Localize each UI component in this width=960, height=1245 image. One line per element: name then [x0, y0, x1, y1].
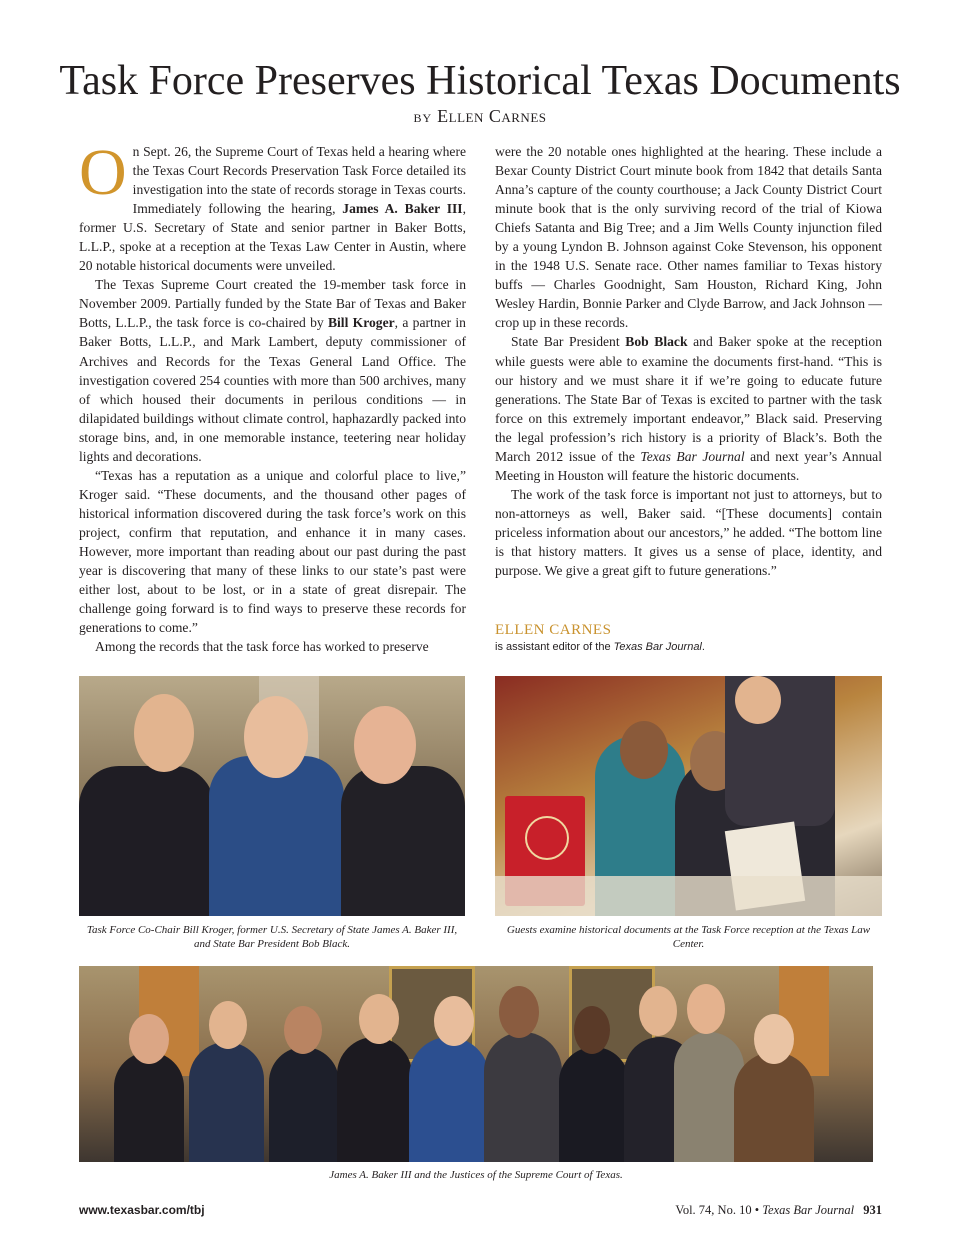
footer-issue-info: [675, 1203, 882, 1218]
text-run: is assistant editor of the: [495, 641, 614, 653]
photo-caption: Guests examine historical documents at the Task Force reception at the Texas Law Center.: [506, 924, 871, 950]
text-run: and Baker spoke at the reception while guests were able to examine the documents first-hand. “This is our history and we must share it if we’re going to educate future generations. The State Bar of Texas is excited to partner with the task force on this extremely important endeavor,” Black said. Preserving the legal profession’s rich history is a priority of Black’s. Both the March 2012 issue of the: [495, 334, 882, 464]
journal-title: Texas Bar Journal: [613, 641, 702, 653]
paragraph: [79, 136, 466, 275]
left-column: [79, 136, 466, 656]
author-bio: [495, 622, 882, 653]
right-column: [495, 142, 882, 580]
author-description: [495, 641, 882, 653]
paragraph: “Texas has a reputation as a unique and colorful place to live,” Kroger said. “These documents, and the thousand other pages of historical information discovered during the task force’s work on this project, confirm that reputation, and enhance it in many cases. However, more important than reading about our past during the past year is discovering that many of these links to our state’s past were either lost, about to be lost, or in a state of great disrepair. The challenge going forward is to find ways to preserve these records for generations to come.”: [79, 467, 466, 636]
photo-guests-examining-documents: [495, 676, 882, 916]
author-name: ELLEN CARNES: [495, 622, 612, 638]
text-run: The Texas Supreme Court created the 19-member task force in November 2009. Partially funded by the State Bar of Texas and Baker Botts, L.L.P., the task force is co-chaired by: [79, 277, 466, 331]
page-number: 931: [863, 1203, 882, 1217]
paragraph: Among the records that the task force has worked to preserve: [95, 639, 429, 655]
footer-journal: Texas Bar Journal: [762, 1203, 855, 1217]
photo-kroger-baker-black: [79, 676, 465, 916]
journal-title: Texas Bar Journal: [640, 448, 745, 464]
text-run: , a partner in Baker Botts, L.L.P., and Mark Lambert, deputy commissioner of Archives and Records for the Texas General Land Office. The investigation covered 254 counties with more than 500 archives, many of which housed their documents in perilous conditions — in dilapidated buildings without climate control, haphazardly packed into storage bins, and, in one memorable instance, teetering near holiday lights and decorations.: [79, 315, 466, 464]
text-run: State Bar President: [511, 334, 626, 350]
text-run: and next year’s Annual Meeting in Houston will feature the historic documents.: [495, 448, 882, 483]
byline-prefix: BY: [413, 111, 433, 125]
text-run: .: [701, 641, 705, 653]
bold-name: Bill Kroger: [327, 315, 395, 331]
paragraph: were the 20 notable ones highlighted at the hearing. These include a Bexar County District Court minute book from 1842 that details Santa Anna’s capture of the county courthouse; a Jack County District Court minute book that is the only surviving record of the trial of Kiowa Chiefs Satanta and Big Tree; and a Jim Wells County injunction filed by a young Lyndon B. Johnson against Coke Stevenson, his opponent in the 1948 U.S. Senate race. Other names familiar to Texas history buffs — Charles Goodnight, Sam Houston, Richard King, John Wesley Hardin, Bonnie Parker and Clyde Barrow, and Jack Johnson — crop up in these records.: [495, 144, 882, 331]
paragraph: [79, 275, 466, 465]
footer-url: www.texasbar.com/tbj: [79, 1203, 205, 1217]
bold-name: Bob Black: [625, 334, 688, 350]
photo-caption: James A. Baker III and the Justices of the Supreme Court of Texas.: [329, 1169, 623, 1181]
paragraph: [495, 332, 882, 484]
photo-caption: Task Force Co-Chair Bill Kroger, former U.S. Secretary of State James A. Baker III, and State Bar President Bob Black.: [86, 924, 458, 950]
byline-author: Ellen Carnes: [437, 106, 547, 126]
byline: [0, 106, 960, 127]
footer-volume: Vol. 74, No. 10: [675, 1203, 752, 1217]
text-run: n Sept. 26, the Supreme Court of Texas held a hearing where the Texas Court Records Preservation Task Force detailed its investigation into the state of records storage in Texas courts. Immediately following the hearing,: [132, 144, 466, 217]
paragraph: The work of the task force is important not just to attorneys, but to non-attorneys as well, Baker said. “[These documents] contain priceless information about our ancestors,” he added. “The bottom line is that history matters. It gives us a sense of place, identity, and purpose. We give a great gift to future generations.”: [495, 486, 882, 579]
article-title: Task Force Preserves Historical Texas Documents: [59, 58, 901, 104]
bold-name: James A. Baker III: [342, 201, 463, 217]
drop-cap: O: [79, 136, 127, 209]
photo-baker-and-justices: [79, 966, 873, 1162]
footer-bullet: •: [754, 1203, 760, 1217]
text-run: , former U.S. Secretary of State and senior partner in Baker Botts, L.L.P., spoke at a reception at the Texas Law Center in Austin, where 20 notable historical documents were unveiled.: [79, 201, 466, 274]
